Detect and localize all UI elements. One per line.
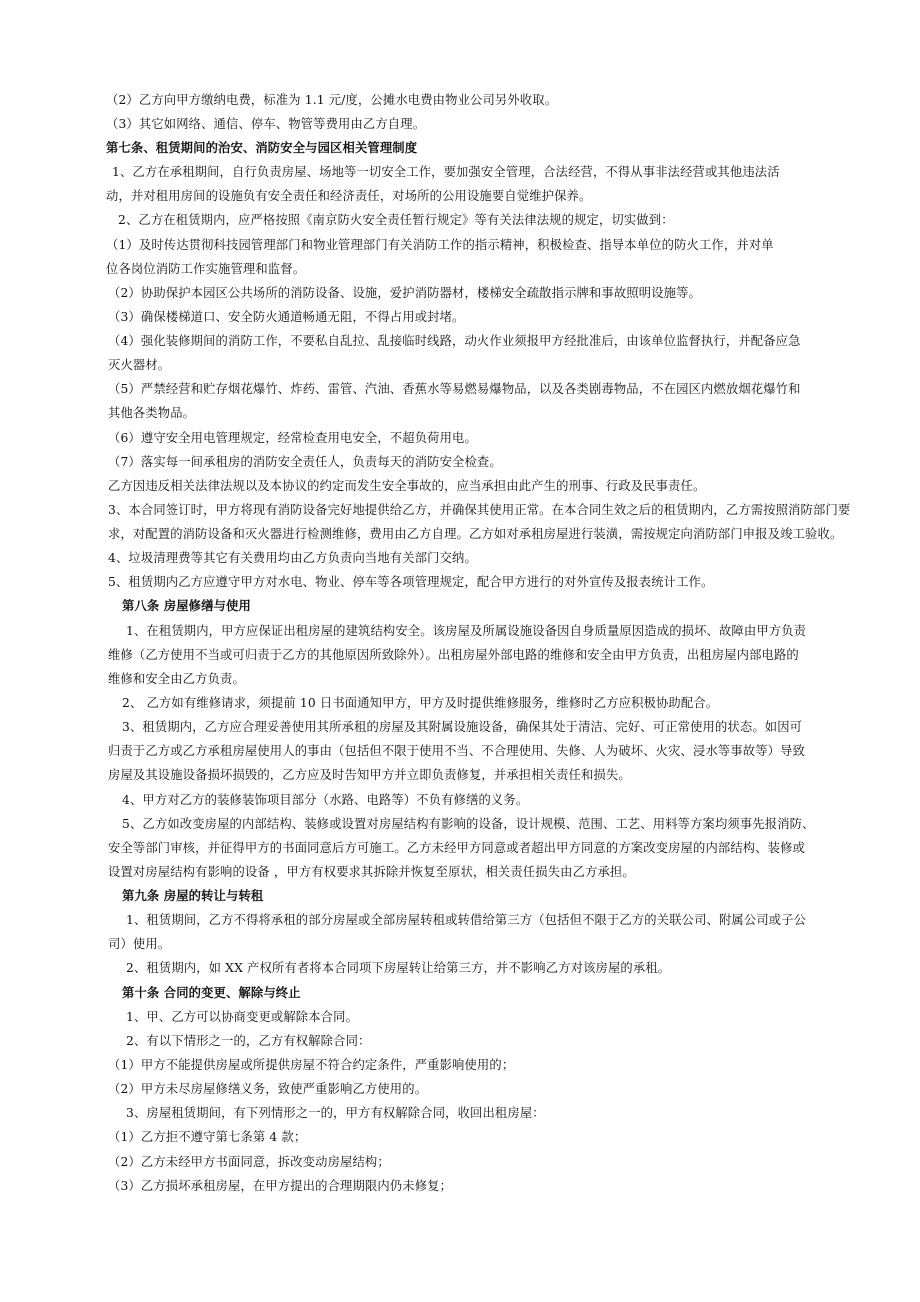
clause-line: 2、租赁期内，如 XX 产权所有者将本合同项下房屋转让给第三方，并不影响乙方对该房屋的承租。 [126, 961, 671, 975]
clause-line: （2）协助保护本园区公共场所的消防设备、设施，爱护消防器材，楼梯安全疏散指示牌和事故照明设施等。 [108, 286, 701, 300]
clause-line: 1、乙方在承租期间，自行负责房屋、场地等一切安全工作，要加强安全管理，合法经营，不得从事非法经营或其他违法活 [112, 165, 780, 179]
clause-line: （1）乙方拒不遵守第七条第 4 款； [108, 1130, 307, 1144]
clause-line: 安全等部门审核，并征得甲方的书面同意后方可施工。乙方未经甲方同意或者超出甲方同意的方案改变房屋的内部结构、装修或 [108, 841, 806, 855]
section-heading: 第八条 房屋修缮与使用 [122, 599, 251, 613]
clause-line: 2、乙方在租赁期内，应严格按照《南京防火安全责任暂行规定》等有关法律法规的规定，切实做到： [118, 213, 674, 227]
clause-line: 房屋及其设施设备损坏损毁的，乙方应及时告知甲方并立即负责修复，并承担相关责任和损失。 [108, 768, 631, 782]
clause-line: 4、甲方对乙方的装修装饰项目部分（水路、电路等）不负有修缮的义务。 [122, 793, 529, 807]
clause-line: 3、租赁期内，乙方应合理妥善使用其所承租的房屋及其附属设施设备，确保其处于清洁、完好、可正常使用的状态。如因可 [122, 720, 803, 734]
clause-line: （7）落实每一间承租房的消防安全责任人，负责每天的消防安全检查。 [108, 455, 502, 469]
clause-line: （1）及时传达贯彻科技园管理部门和物业管理部门有关消防工作的指示精神，积极检查、指导本单位的防火工作，并对单 [106, 238, 774, 252]
section-heading: 第七条、租赁期间的治安、消防安全与园区相关管理制度 [106, 141, 418, 155]
clause-line: 4、垃圾清理费等其它有关费用均由乙方负责向当地有关部门交纳。 [108, 551, 477, 565]
clause-line: （2）甲方未尽房屋修缮义务，致使严重影响乙方使用的。 [108, 1082, 428, 1096]
clause-line: 5、租赁期内乙方应遵守甲方对水电、物业、停车等各项管理规定，配合甲方进行的对外宣传及报表统计工作。 [108, 575, 714, 589]
clause-line: 动，并对租用房间的设施负有安全责任和经济责任，对场所的公用设施要自觉维护保养。 [106, 189, 592, 203]
clause-line: 乙方因违反相关法律法规以及本协议的约定而发生安全事故的，应当承担由此产生的刑事、行政及民事责任。 [108, 479, 706, 493]
clause-line: 求，对配置的消防设备和灭火器进行检测维修，费用由乙方自理。乙方如对承租房屋进行装潢，需按规定向消防部门申报及竣工验收。 [108, 527, 843, 541]
clause-line: 2、有以下情形之一的，乙方有权解除合同： [126, 1034, 371, 1048]
clause-line: 司）使用。 [108, 937, 171, 951]
clause-line: （1）甲方不能提供房屋或所提供房屋不符合约定条件，严重影响使用的； [108, 1058, 515, 1072]
clause-line: 1、在租赁期内，甲方应保证出租房屋的建筑结构安全。该房屋及所属设施设备因自身质量原因造成的损坏、故障由甲方负责 [126, 624, 807, 638]
clause-line: 维修（乙方使用不当或可归责于乙方的其他原因所致除外）。出租房屋外部电路的维修和安全由甲方负责，出租房屋内部电路的 [108, 648, 799, 662]
clause-line: 位各岗位消防工作实施管理和监督。 [106, 262, 306, 276]
clause-line: （3）确保楼梯道口、安全防火通道畅通无阻，不得占用或封堵。 [108, 310, 465, 324]
section-heading: 第九条 房屋的转让与转租 [122, 889, 264, 903]
clause-line: 设置对房屋结构有影响的设备 ，甲方有权要求其拆除并恢复至原状，相关责任损失由乙方承担。 [108, 865, 635, 879]
clause-line: 3、本合同签订时，甲方将现有消防设备完好地提供给乙方，并确保其使用正常。在本合同生效之后的租赁期内，乙方需按照消防部门要 [108, 503, 851, 517]
clause-line: （5）严禁经营和贮存烟花爆竹、炸药、雷管、汽油、香蕉水等易燃易爆物品，以及各类剧毒物品，不在园区内燃放烟花爆竹和 [108, 382, 801, 396]
clause-line: （6）遵守安全用电管理规定，经常检查用电安全，不超负荷用电。 [108, 431, 477, 445]
clause-line: 5、乙方如改变房屋的内部结构、装修或设置对房屋结构有影响的设备，设计规模、范围、工艺、用料等方案均须事先报消防、 [122, 817, 815, 831]
clause-line: （2）乙方未经甲方书面同意，拆改变动房屋结构； [108, 1155, 390, 1169]
clause-line: 其他各类物品。 [108, 406, 196, 420]
clause-line: 2、 乙方如有维修请求，须提前 10 日书面通知甲方，甲方及时提供维修服务，维修时乙方应积极协助配合。 [122, 696, 719, 710]
clause-line: 1、甲、乙方可以协商变更或解除本合同。 [126, 1010, 359, 1024]
clause-line: 3、房屋租赁期间，有下列情形之一的，甲方有权解除合同，收回出租房屋： [126, 1106, 545, 1120]
clause-line: 1、租赁期间，乙方不得将承租的部分房屋或全部房屋转租或转借给第三方（包括但不限于乙方的关联公司、附属公司或子公 [126, 913, 807, 927]
clause-line: （3）其它如网络、通信、停车、物管等费用由乙方自理。 [106, 117, 426, 131]
clause-line: （4）强化装修期间的消防工作，不要私自乱拉、乱接临时线路，动火作业须报甲方经批准后，由该单位监督执行，并配备应急 [108, 334, 801, 348]
clause-line: 灭火器材。 [108, 358, 171, 372]
clause-line: 归责于乙方或乙方承租房屋使用人的事由（包括但不限于使用不当、不合理使用、失修、人为破坏、火灾、浸水等事故等）导致 [108, 744, 806, 758]
clause-line: （3）乙方损坏承租房屋，在甲方提出的合理期限内仍未修复； [108, 1179, 453, 1193]
clause-line: 维修和安全由乙方负责。 [108, 672, 245, 686]
clause-line: （2）乙方向甲方缴纳电费，标准为 1.1 元/度，公摊水电费由物业公司另外收取。 [106, 93, 558, 107]
section-heading: 第十条 合同的变更、解除与终止 [122, 986, 301, 1000]
